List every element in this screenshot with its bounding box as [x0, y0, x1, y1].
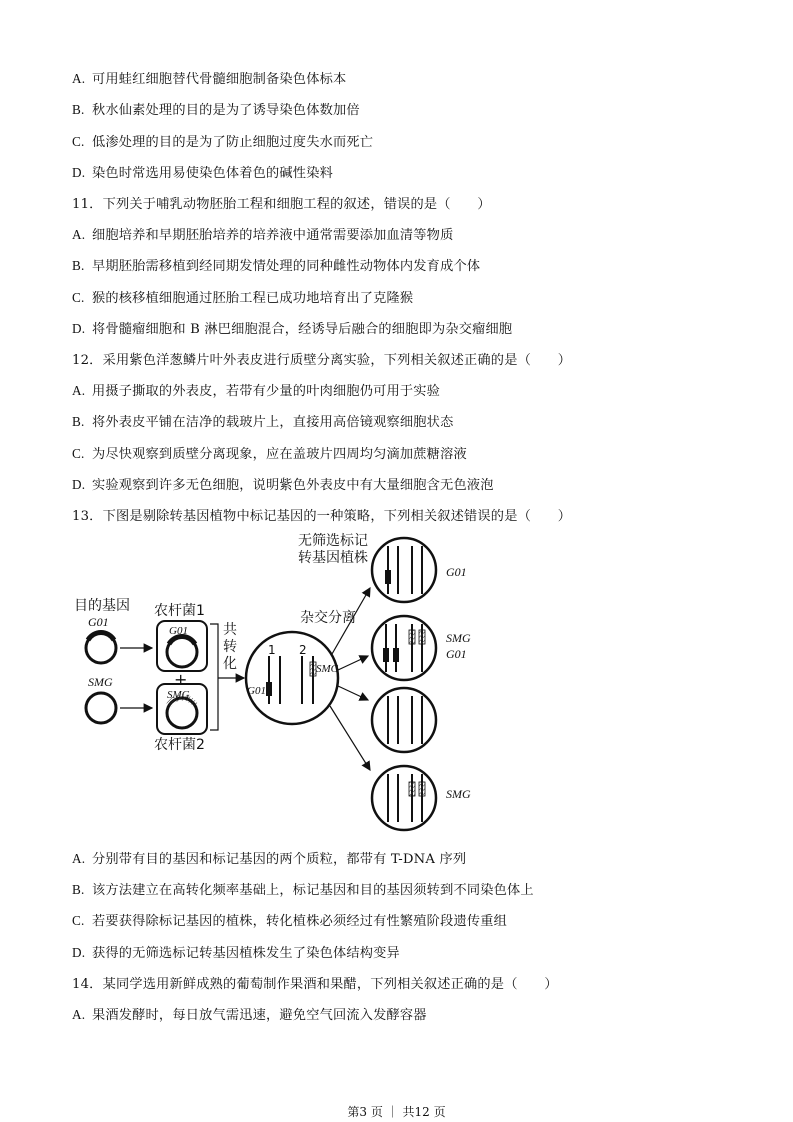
- transformed-cell: [246, 632, 338, 724]
- q10-option-c: C. 低渗处理的目的是为了防止细胞过度失水而死亡: [72, 134, 374, 150]
- arrow-out-3: [338, 686, 368, 700]
- q10-option-d: D. 染色时常选用易使染色体着色的碱性染料: [72, 165, 333, 181]
- outcome-cell-4: [372, 766, 436, 830]
- chromosome-2-label: 2: [299, 643, 307, 657]
- q13-stem: 13．下图是剔除转基因植物中标记基因的一种策略，下列相关叙述错误的是（ ）: [72, 509, 572, 524]
- agro1-label: 农杆菌1: [154, 603, 205, 619]
- out2-g01-insert-b: [393, 648, 399, 662]
- q14-option-a: A. 果酒发酵时，每日放气需迅速，避免空气回流入发酵容器: [72, 1007, 427, 1023]
- arrow-out-4: [330, 706, 370, 770]
- q11-stem: 11．下列关于哺乳动物胚胎工程和细胞工程的叙述，错误的是（ ）: [72, 197, 491, 212]
- q10-option-a: A. 可用蛙红细胞替代骨髓细胞制备染色体标本: [72, 71, 347, 87]
- q12-option-c: C. 为尽快观察到质壁分离现象，应在盖玻片四周均匀滴加蔗糖溶液: [72, 446, 467, 462]
- out2-smg-insert: [409, 630, 415, 644]
- cotransform-char-2: 转: [223, 639, 237, 655]
- q14-stem: 14．某同学选用新鲜成熟的葡萄制作果酒和果醋，下列相关叙述正确的是（ ）: [72, 977, 558, 992]
- q12-stem: 12．采用紫色洋葱鳞片叶外表皮进行质壁分离实验，下列相关叙述正确的是（ ）: [72, 353, 572, 368]
- g01-segment: [88, 632, 114, 640]
- q11-option-b: B. 早期胚胎需移植到经同期发情处理的同种雌性动物体内发育成个体: [72, 258, 481, 274]
- q12-option-a: A. 用摄子撕取的外表皮，若带有少量的叶肉细胞仍可用于实验: [72, 383, 441, 399]
- cotransform-bracket: [210, 624, 218, 730]
- cotransform-char-1: 共: [223, 622, 237, 638]
- q13-option-d: D. 获得的无筛选标记转基因植株发生了染色体结构变异: [72, 945, 400, 961]
- outcome-cell-2: [372, 616, 436, 680]
- g01-insert: [266, 682, 272, 696]
- g01-label-agro1: G01: [169, 625, 188, 637]
- out2-g01-insert: [383, 648, 389, 662]
- target-gene-label: 目的基因: [74, 598, 130, 614]
- outcome-4-label: SMG: [446, 787, 471, 801]
- out1-g01-insert: [385, 570, 391, 584]
- q11-option-a: A. 细胞培养和早期胚胎培养的培养液中通常需要添加血清等物质: [72, 227, 454, 243]
- out4-smg-insert-b: [419, 782, 425, 796]
- cross-separation-label: 杂交分离: [300, 610, 356, 626]
- outcome-2-label-g01: G01: [446, 647, 467, 661]
- agro2-label: 农杆菌2: [154, 737, 205, 753]
- q12-option-b: B. 将外表皮平铺在洁净的载玻片上，直接用高倍镜观察细胞状态: [72, 414, 454, 430]
- q12-option-d: D. 实验观察到许多无色细胞，说明紫色外表皮中有大量细胞含无色液泡: [72, 477, 494, 493]
- smg-label-cell: SMG: [316, 663, 339, 675]
- cotransform-char-3: 化: [223, 656, 237, 672]
- no-marker-label-line1: 无筛选标记: [298, 533, 368, 549]
- outcome-cell-3: [372, 688, 436, 752]
- chromosome-1-label: 1: [268, 643, 276, 657]
- outcome-1-label: G01: [446, 565, 467, 579]
- smg-label-agro2: SMG: [167, 689, 190, 701]
- arrow-out-2: [338, 656, 368, 670]
- out2-smg-insert-b: [419, 630, 425, 644]
- q13-option-a: A. 分别带有目的基因和标记基因的两个质粒，都带有 T-DNA 序列: [72, 851, 467, 867]
- no-marker-label-line2: 转基因植株: [298, 550, 368, 566]
- plus-sign: +: [174, 670, 188, 689]
- agro1-g01-segment: [169, 636, 195, 644]
- smg-plasmid: [86, 693, 116, 723]
- q11-option-c: C. 猴的核移植细胞通过胚胎工程已成功地培育出了克隆猴: [72, 290, 414, 306]
- q11-option-d: D. 将骨髓瘤细胞和 B 淋巴细胞混合，经诱导后融合的细胞即为杂交瘤细胞: [72, 321, 513, 337]
- q13-option-c: C. 若要获得除标记基因的植株，转化植株必须经过有性繁殖阶段遗传重组: [72, 913, 508, 929]
- smg-label-left: SMG: [88, 675, 113, 689]
- q13-option-b: B. 该方法建立在高转化频率基础上，标记基因和目的基因须转到不同染色体上: [72, 882, 534, 898]
- page-footer: 第3 页 ｜ 共12 页: [347, 1105, 446, 1119]
- g01-label-left: G01: [88, 615, 109, 629]
- out4-smg-insert: [409, 782, 415, 796]
- gene-removal-diagram: [68, 530, 548, 835]
- q10-option-b: B. 秋水仙素处理的目的是为了诱导染色体数加倍: [72, 102, 360, 118]
- g01-label-cell: G01: [247, 685, 266, 697]
- outcome-cell-1: [372, 538, 436, 602]
- outcome-2-label-smg: SMG: [446, 631, 471, 645]
- agro2-smg-segment: [169, 697, 195, 705]
